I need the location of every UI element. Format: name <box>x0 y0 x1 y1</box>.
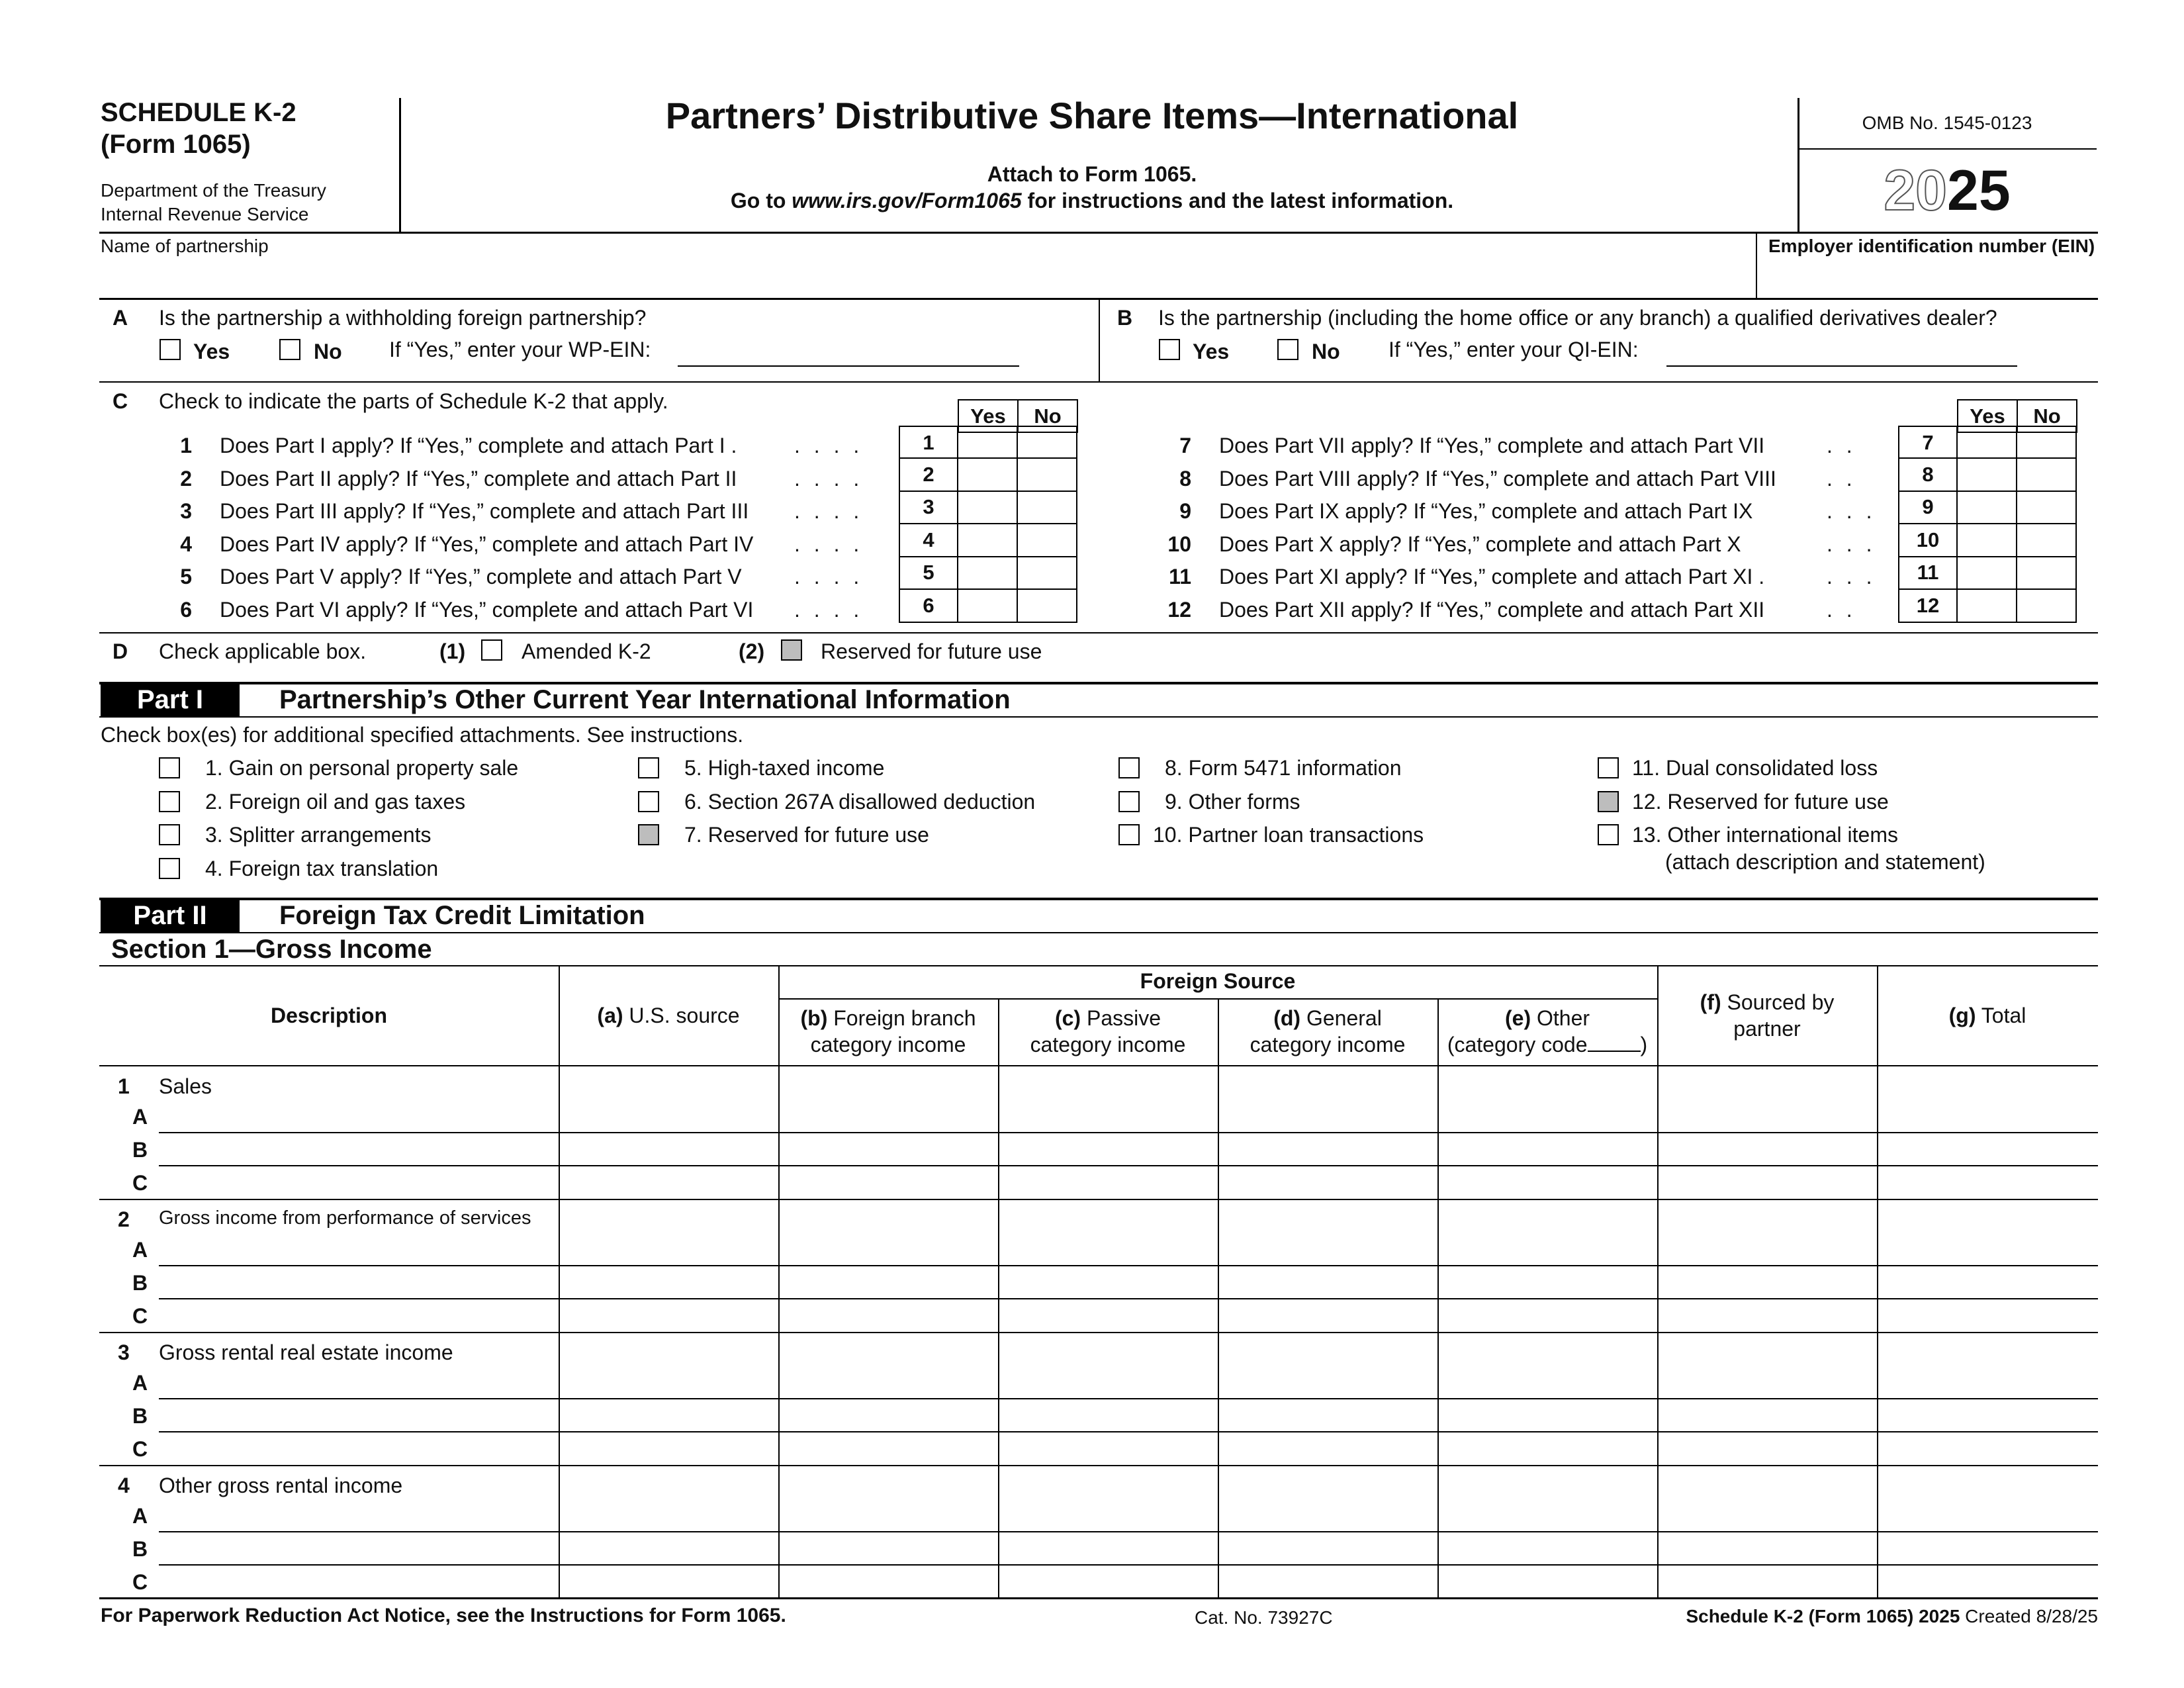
part-question-number: 12 <box>1167 597 1191 622</box>
part-question-text: Does Part X apply? If “Yes,” complete and attach Part X <box>1219 532 1741 556</box>
yes-box[interactable] <box>1958 491 2017 524</box>
part-question-number: 1 <box>180 434 192 457</box>
sub-line-letter: C <box>132 1171 148 1196</box>
schedule-title: SCHEDULE K-2 <box>101 98 296 127</box>
attachment-label: 11. Dual consolidated loss <box>1632 756 1878 780</box>
yes-box[interactable] <box>958 590 1018 623</box>
question-a-yes-checkbox[interactable] <box>159 339 181 360</box>
col-g-header: (g) Total <box>1948 1004 2026 1027</box>
omb-number: OMB No. 1545-0123 <box>1862 113 2032 133</box>
attachment-checkbox[interactable] <box>638 757 659 778</box>
part-question-number: 10 <box>1167 532 1191 556</box>
leader-dots: . . . . <box>794 499 864 523</box>
wp-ein-input[interactable] <box>678 365 1019 367</box>
leader-dots: . . <box>1827 597 1856 622</box>
qi-ein-input[interactable] <box>1666 365 2017 367</box>
part-question-text: Does Part XI apply? If “Yes,” complete and attach Part XI . <box>1219 565 1765 588</box>
attachment-checkbox[interactable] <box>159 858 180 879</box>
leader-dots: . . . . <box>794 565 864 588</box>
part-question-number: 3 <box>180 499 192 523</box>
sub-line-letter: B <box>132 1138 148 1162</box>
reserved-checkbox <box>781 639 802 661</box>
part-question-text: Does Part I apply? If “Yes,” complete and attach Part I . <box>220 434 737 457</box>
group-rule <box>99 1332 2098 1333</box>
sub-line-description-input[interactable] <box>159 1234 556 1264</box>
yes-box[interactable] <box>1958 524 2017 557</box>
line-number: 2 <box>118 1207 130 1231</box>
section-1-title: Section 1—Gross Income <box>111 935 432 964</box>
part-question-text: Does Part VI apply? If “Yes,” complete and attach Part VI <box>220 597 754 622</box>
question-b-no-checkbox[interactable] <box>1277 339 1298 360</box>
sub-line-letter: B <box>132 1404 148 1429</box>
row-rule <box>159 1431 2098 1432</box>
sub-line-letter: A <box>132 1371 148 1395</box>
part-question-text: Does Part VIII apply? If “Yes,” complete and attach Part VIII <box>1219 466 1776 491</box>
line-number-box: 9 <box>1898 491 1958 524</box>
line-number-box: 10 <box>1898 524 1958 557</box>
question-c-text: Check to indicate the parts of Schedule K-2 that apply. <box>159 389 668 413</box>
department: Department of the Treasury <box>101 180 326 201</box>
yes-box[interactable] <box>1958 590 2017 623</box>
no-box[interactable] <box>1018 459 1077 492</box>
sub-line-letter: C <box>132 1570 148 1595</box>
line-number: 4 <box>118 1474 130 1497</box>
no-box[interactable] <box>1018 491 1077 524</box>
sub-line-description-input[interactable] <box>159 1101 556 1131</box>
line-number-box: 3 <box>899 491 958 524</box>
attachment-checkbox[interactable] <box>1598 757 1619 778</box>
yes-box[interactable] <box>1958 426 2017 459</box>
sub-line-letter: C <box>132 1304 148 1329</box>
sub-line-description-input[interactable] <box>159 1300 556 1331</box>
question-a-no-checkbox[interactable] <box>279 339 300 360</box>
row-rule <box>159 1265 2098 1266</box>
leader-dots: . . . . <box>794 597 864 622</box>
yes-box[interactable] <box>958 426 1018 459</box>
col-f-header: (f) Sourced by partner <box>1700 990 1835 1041</box>
no-box[interactable] <box>2017 459 2077 492</box>
part-question-text: Does Part III apply? If “Yes,” complete and attach Part III <box>220 499 749 523</box>
no-box[interactable] <box>1018 557 1077 590</box>
line-number-box: 12 <box>1898 590 1958 623</box>
attachment-checkbox[interactable] <box>1118 824 1140 845</box>
part-question-number: 11 <box>1169 565 1191 588</box>
attachment-checkbox[interactable] <box>159 791 180 812</box>
attachment-label: 3. Splitter arrangements <box>205 823 432 847</box>
no-box[interactable] <box>2017 491 2077 524</box>
question-a-text: Is the partnership a withholding foreign partnership? <box>159 306 647 330</box>
sub-line-description-input[interactable] <box>159 1566 556 1597</box>
no-box[interactable] <box>2017 557 2077 590</box>
col-e-header: (e) Other (category code ) <box>1447 1006 1648 1056</box>
line-label: Other gross rental income <box>159 1474 403 1497</box>
line-number-box: 1 <box>899 426 958 459</box>
part-question-text: Does Part VII apply? If “Yes,” complete and attach Part VII <box>1219 434 1765 457</box>
row-rule <box>159 1165 2098 1166</box>
row-rule <box>159 1398 2098 1399</box>
attachment-checkbox[interactable] <box>1118 791 1140 812</box>
part-1-title: Partnership’s Other Current Year International Information <box>279 685 1011 714</box>
col-description: Description <box>270 1004 388 1027</box>
leader-dots: . . . <box>1827 499 1876 523</box>
attachment-checkbox[interactable] <box>638 791 659 812</box>
no-box[interactable] <box>1018 590 1077 623</box>
part-question-number: 9 <box>1179 499 1191 523</box>
ein-label: Employer identification number (EIN) <box>1768 236 2095 256</box>
sub-line-description-input[interactable] <box>159 1367 556 1397</box>
sub-line-letter: A <box>132 1105 148 1129</box>
sub-line-description-input[interactable] <box>159 1267 556 1297</box>
sub-line-description-input[interactable] <box>159 1134 556 1164</box>
col-d-header: (d) General category income <box>1250 1006 1406 1056</box>
leader-dots: . . . . <box>794 532 864 556</box>
line-number-box: 8 <box>1898 459 1958 492</box>
no-box[interactable] <box>1018 426 1077 459</box>
no-box[interactable] <box>2017 590 2077 623</box>
sub-line-letter: B <box>132 1271 148 1295</box>
ein-field[interactable] <box>1758 258 2097 298</box>
line-number: 3 <box>118 1340 130 1364</box>
question-b-text: Is the partnership (including the home office or any branch) a qualified derivatives dealer? <box>1158 306 1997 330</box>
leader-dots: . . <box>1827 434 1856 457</box>
line-number-box: 5 <box>899 557 958 590</box>
line-label: Gross rental real estate income <box>159 1340 453 1364</box>
sub-line-description-input[interactable] <box>159 1400 556 1430</box>
row-rule <box>159 1564 2098 1566</box>
no-box[interactable] <box>1018 524 1077 557</box>
line-number: 1 <box>118 1074 130 1098</box>
sub-line-description-input[interactable] <box>159 1167 556 1197</box>
part-2-label: Part II <box>101 899 240 932</box>
part-question-number: 4 <box>180 532 192 556</box>
sub-line-letter: C <box>132 1437 148 1462</box>
sub-line-letter: B <box>132 1537 148 1562</box>
part-question-number: 8 <box>1179 466 1191 491</box>
attachment-note: (attach description and statement) <box>1665 850 1985 874</box>
form-number: (Form 1065) <box>101 130 251 159</box>
tax-year: 2025 <box>1884 159 2011 222</box>
leader-dots: . . . <box>1827 565 1876 588</box>
attachment-checkbox[interactable] <box>1598 824 1619 845</box>
line-number-box: 7 <box>1898 426 1958 459</box>
sub-line-letter: A <box>132 1238 148 1262</box>
yes-box[interactable] <box>958 459 1018 492</box>
question-b-yes-checkbox[interactable] <box>1159 339 1180 360</box>
attachment-checkbox[interactable] <box>159 824 180 845</box>
yes-box[interactable] <box>958 524 1018 557</box>
group-rule <box>99 1199 2098 1200</box>
col-c-header: (c) Passive category income <box>1030 1006 1186 1056</box>
yes-box[interactable] <box>1958 459 2017 492</box>
form-title: Partners’ Distributive Share Items—International <box>665 95 1519 136</box>
leader-dots: . . . . <box>794 466 864 491</box>
yes-box[interactable] <box>958 557 1018 590</box>
attachment-checkbox <box>638 824 659 845</box>
footer-form-id: Schedule K-2 (Form 1065) 2025 Created 8/28/25 <box>1686 1606 2098 1626</box>
attachment-checkbox[interactable] <box>159 757 180 778</box>
part-question-text: Does Part IV apply? If “Yes,” complete and attach Part IV <box>220 532 754 556</box>
part-2-title: Foreign Tax Credit Limitation <box>279 901 645 930</box>
attachment-label: 4. Foreign tax translation <box>205 856 439 880</box>
sub-line-letter: A <box>132 1504 148 1528</box>
line-number-box: 6 <box>899 590 958 623</box>
instructions-note: Go to www.irs.gov/Form1065 for instructions and the latest information. <box>730 189 1454 212</box>
line-number-box: 11 <box>1898 557 1958 590</box>
attachment-label: 13. Other international items <box>1632 823 1898 847</box>
line-label: Sales <box>159 1074 212 1098</box>
col-b-header: (b) Foreign branch category income <box>800 1006 976 1056</box>
group-rule <box>99 1465 2098 1466</box>
part-1-label: Part I <box>101 683 240 716</box>
part-question-text: Does Part II apply? If “Yes,” complete and attach Part II <box>220 466 737 491</box>
paperwork-notice: For Paperwork Reduction Act Notice, see the Instructions for Form 1065. <box>101 1605 786 1626</box>
sub-line-description-input[interactable] <box>159 1433 556 1464</box>
agency: Internal Revenue Service <box>101 204 309 224</box>
col-a-header: (a) U.S. source <box>597 1004 740 1027</box>
sub-line-description-input[interactable] <box>159 1533 556 1564</box>
part-question-number: 6 <box>180 597 192 622</box>
line-number-box: 4 <box>899 524 958 557</box>
no-box[interactable] <box>2017 524 2077 557</box>
part-question-number: 5 <box>180 565 192 588</box>
attachment-label: 7. Reserved for future use <box>684 823 929 847</box>
attachment-checkbox[interactable] <box>1118 757 1140 778</box>
no-box[interactable] <box>2017 426 2077 459</box>
line-number-box: 2 <box>899 459 958 492</box>
leader-dots: . . . . <box>794 434 864 457</box>
part-1-instructions: Check box(es) for additional specified attachments. See instructions. <box>101 723 744 747</box>
leader-dots: . . <box>1827 466 1856 491</box>
row-rule <box>159 1132 2098 1133</box>
attachment-label: 12. Reserved for future use <box>1632 789 1889 814</box>
partnership-name-field[interactable] <box>99 258 1754 298</box>
question-c-right-grid: Yes No <box>1898 399 2077 433</box>
amended-k2-checkbox[interactable] <box>481 639 502 661</box>
part-question-number: 7 <box>1179 434 1191 457</box>
part-question-text: Does Part XII apply? If “Yes,” complete and attach Part XII <box>1219 597 1765 622</box>
part-question-text: Does Part V apply? If “Yes,” complete and attach Part V <box>220 565 742 588</box>
row-rule <box>159 1531 2098 1532</box>
foreign-source-header: Foreign Source <box>1140 969 1296 993</box>
part-question-text: Does Part IX apply? If “Yes,” complete and attach Part IX <box>1219 499 1753 523</box>
leader-dots: . . . <box>1827 532 1876 556</box>
question-c-left-grid: Yes No <box>899 399 1078 433</box>
attachment-label: 6. Section 267A disallowed deduction <box>684 789 1036 814</box>
attach-note: Attach to Form 1065. <box>987 162 1197 186</box>
attachment-checkbox <box>1598 791 1619 812</box>
attachment-label: 8. Form 5471 information <box>1165 756 1402 780</box>
attachment-label: 5. High-taxed income <box>684 756 885 780</box>
attachment-label: 2. Foreign oil and gas taxes <box>205 789 466 814</box>
yes-box[interactable] <box>1958 557 2017 590</box>
attachment-label: 10. Partner loan transactions <box>1153 823 1424 847</box>
line-label: Gross income from performance of services <box>159 1207 531 1229</box>
row-rule <box>159 1298 2098 1299</box>
sub-line-description-input[interactable] <box>159 1500 556 1530</box>
attachment-label: 1. Gain on personal property sale <box>205 756 519 780</box>
catalog-number: Cat. No. 73927C <box>1195 1607 1333 1628</box>
yes-box[interactable] <box>958 491 1018 524</box>
part-question-number: 2 <box>180 466 192 491</box>
partnership-name-label: Name of partnership <box>101 236 269 256</box>
attachment-label: 9. Other forms <box>1165 789 1300 814</box>
